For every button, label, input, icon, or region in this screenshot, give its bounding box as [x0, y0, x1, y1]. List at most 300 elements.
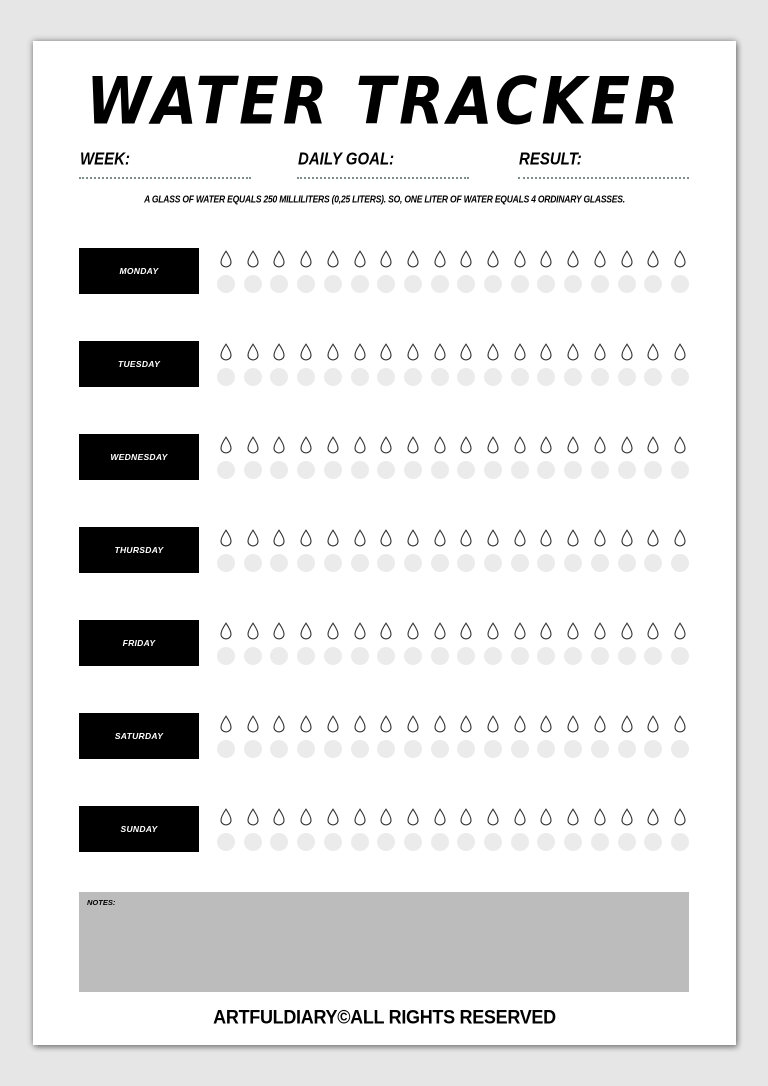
- glass-checkbox-circle[interactable]: [217, 833, 235, 851]
- glass-checkbox-circle[interactable]: [270, 554, 288, 572]
- glass-cell[interactable]: [403, 341, 423, 388]
- glass-checkbox-circle[interactable]: [457, 740, 475, 758]
- glass-checkbox-circle[interactable]: [618, 833, 636, 851]
- glass-cell[interactable]: [269, 620, 289, 667]
- glass-checkbox-circle[interactable]: [484, 833, 502, 851]
- glass-cell[interactable]: [590, 248, 610, 295]
- glass-cell[interactable]: [456, 341, 476, 388]
- glass-cell[interactable]: [590, 713, 610, 760]
- glass-cell[interactable]: [617, 248, 637, 295]
- glass-checkbox-circle[interactable]: [671, 833, 689, 851]
- glass-checkbox-circle[interactable]: [457, 368, 475, 386]
- glass-cell[interactable]: [670, 341, 690, 388]
- glass-cell[interactable]: [456, 434, 476, 481]
- glass-cell[interactable]: [670, 713, 690, 760]
- glass-cell[interactable]: [403, 713, 423, 760]
- glass-checkbox-circle[interactable]: [457, 461, 475, 479]
- glass-checkbox-circle[interactable]: [324, 647, 342, 665]
- water-drop-icon: [593, 808, 607, 826]
- glass-checkbox-circle[interactable]: [431, 461, 449, 479]
- glass-checkbox-circle[interactable]: [377, 461, 395, 479]
- glass-checkbox-circle[interactable]: [270, 368, 288, 386]
- glass-checkbox-circle[interactable]: [404, 461, 422, 479]
- water-drop-icon: [593, 436, 607, 454]
- glass-cell[interactable]: [617, 434, 637, 481]
- glass-checkbox-circle[interactable]: [431, 833, 449, 851]
- result-field[interactable]: [518, 151, 689, 179]
- glass-cell[interactable]: [216, 434, 236, 481]
- glass-checkbox-circle[interactable]: [591, 368, 609, 386]
- glass-checkbox-circle[interactable]: [511, 368, 529, 386]
- glass-cell[interactable]: [670, 434, 690, 481]
- glass-cell[interactable]: [617, 806, 637, 853]
- glass-cell[interactable]: [216, 527, 236, 574]
- glass-cell[interactable]: [430, 620, 450, 667]
- glass-checkbox-circle[interactable]: [591, 647, 609, 665]
- water-drop-icon: [646, 250, 660, 268]
- water-drop-icon: [646, 808, 660, 826]
- glass-cell[interactable]: [296, 248, 316, 295]
- glass-checkbox-circle[interactable]: [484, 740, 502, 758]
- glass-cell[interactable]: [643, 713, 663, 760]
- glass-cell[interactable]: [510, 806, 530, 853]
- glass-checkbox-circle[interactable]: [270, 740, 288, 758]
- glass-checkbox-circle[interactable]: [671, 461, 689, 479]
- glass-checkbox-circle[interactable]: [484, 461, 502, 479]
- glass-cell[interactable]: [643, 341, 663, 388]
- glass-checkbox-circle[interactable]: [217, 275, 235, 293]
- glass-checkbox-circle[interactable]: [404, 275, 422, 293]
- glass-cell[interactable]: [350, 248, 370, 295]
- glass-cell[interactable]: [376, 248, 396, 295]
- glass-checkbox-circle[interactable]: [217, 740, 235, 758]
- glass-checkbox-circle[interactable]: [404, 647, 422, 665]
- glass-cell[interactable]: [430, 713, 450, 760]
- glass-cell[interactable]: [563, 341, 583, 388]
- water-drop-icon: [353, 529, 367, 547]
- glass-cell[interactable]: [243, 713, 263, 760]
- glass-checkbox-circle[interactable]: [297, 740, 315, 758]
- glass-cell[interactable]: [243, 806, 263, 853]
- glass-cell[interactable]: [243, 527, 263, 574]
- glass-cell[interactable]: [510, 434, 530, 481]
- glass-cell[interactable]: [510, 248, 530, 295]
- glass-checkbox-circle[interactable]: [671, 647, 689, 665]
- glass-checkbox-circle[interactable]: [511, 461, 529, 479]
- glass-cell[interactable]: [590, 527, 610, 574]
- glass-checkbox-circle[interactable]: [618, 461, 636, 479]
- glass-cell[interactable]: [536, 527, 556, 574]
- glass-checkbox-circle[interactable]: [377, 275, 395, 293]
- glass-checkbox-circle[interactable]: [324, 461, 342, 479]
- glass-cell[interactable]: [296, 434, 316, 481]
- water-drop-icon: [459, 622, 473, 640]
- glass-checkbox-circle[interactable]: [217, 647, 235, 665]
- glass-cell[interactable]: [216, 806, 236, 853]
- glass-checkbox-circle[interactable]: [644, 647, 662, 665]
- glass-checkbox-circle[interactable]: [297, 368, 315, 386]
- glass-cell[interactable]: [376, 434, 396, 481]
- glass-checkbox-circle[interactable]: [244, 833, 262, 851]
- glass-cell[interactable]: [216, 713, 236, 760]
- glass-checkbox-circle[interactable]: [484, 554, 502, 572]
- glass-cell[interactable]: [376, 527, 396, 574]
- water-drop-icon: [272, 529, 286, 547]
- glass-cell[interactable]: [563, 434, 583, 481]
- glass-cell[interactable]: [296, 620, 316, 667]
- glass-checkbox-circle[interactable]: [537, 554, 555, 572]
- glass-checkbox-circle[interactable]: [324, 275, 342, 293]
- water-drop-icon: [272, 622, 286, 640]
- glass-checkbox-circle[interactable]: [270, 275, 288, 293]
- glass-checkbox-circle[interactable]: [537, 740, 555, 758]
- week-field[interactable]: [79, 151, 251, 179]
- glass-cell[interactable]: [483, 527, 503, 574]
- glass-cell[interactable]: [243, 434, 263, 481]
- glass-cell[interactable]: [536, 713, 556, 760]
- glass-checkbox-circle[interactable]: [377, 740, 395, 758]
- glass-checkbox-circle[interactable]: [457, 833, 475, 851]
- glass-checkbox-circle[interactable]: [270, 833, 288, 851]
- glass-cell[interactable]: [403, 806, 423, 853]
- glass-checkbox-circle[interactable]: [244, 647, 262, 665]
- glass-checkbox-circle[interactable]: [564, 833, 582, 851]
- glass-cell[interactable]: [643, 434, 663, 481]
- notes-area[interactable]: [79, 892, 689, 992]
- glass-cell[interactable]: [483, 341, 503, 388]
- glass-cell[interactable]: [269, 434, 289, 481]
- glass-cell[interactable]: [296, 713, 316, 760]
- glass-checkbox-circle[interactable]: [404, 740, 422, 758]
- glass-checkbox-circle[interactable]: [324, 554, 342, 572]
- glass-cell[interactable]: [617, 713, 637, 760]
- glass-checkbox-circle[interactable]: [537, 833, 555, 851]
- glass-checkbox-circle[interactable]: [431, 647, 449, 665]
- glass-cell[interactable]: [216, 620, 236, 667]
- glass-checkbox-circle[interactable]: [270, 461, 288, 479]
- glass-checkbox-circle[interactable]: [217, 554, 235, 572]
- glass-cell[interactable]: [670, 620, 690, 667]
- glass-checkbox-circle[interactable]: [644, 275, 662, 293]
- glass-cell[interactable]: [643, 527, 663, 574]
- glass-cell[interactable]: [536, 434, 556, 481]
- glass-cell[interactable]: [323, 620, 343, 667]
- glass-checkbox-circle[interactable]: [591, 554, 609, 572]
- glass-checkbox-circle[interactable]: [244, 368, 262, 386]
- glass-cell[interactable]: [403, 620, 423, 667]
- glass-cell[interactable]: [590, 434, 610, 481]
- glass-checkbox-circle[interactable]: [484, 647, 502, 665]
- glass-cell[interactable]: [216, 248, 236, 295]
- glass-cell[interactable]: [350, 527, 370, 574]
- glass-checkbox-circle[interactable]: [431, 740, 449, 758]
- glass-cell[interactable]: [243, 341, 263, 388]
- glass-cell[interactable]: [269, 806, 289, 853]
- glass-checkbox-circle[interactable]: [644, 740, 662, 758]
- glass-cell[interactable]: [296, 527, 316, 574]
- glass-cell[interactable]: [403, 248, 423, 295]
- glass-cell[interactable]: [483, 248, 503, 295]
- glass-checkbox-circle[interactable]: [671, 554, 689, 572]
- glass-cell[interactable]: [456, 806, 476, 853]
- water-drop-icon: [513, 715, 527, 733]
- glass-cell[interactable]: [510, 527, 530, 574]
- water-drop-icon: [539, 250, 553, 268]
- glass-cell[interactable]: [536, 806, 556, 853]
- water-drop-icon: [433, 715, 447, 733]
- water-drop-icon: [486, 436, 500, 454]
- glass-cell[interactable]: [323, 434, 343, 481]
- glass-checkbox-circle[interactable]: [618, 647, 636, 665]
- glass-cell[interactable]: [617, 341, 637, 388]
- glass-checkbox-circle[interactable]: [671, 740, 689, 758]
- glass-checkbox-circle[interactable]: [644, 833, 662, 851]
- glass-cell[interactable]: [269, 527, 289, 574]
- glass-checkbox-circle[interactable]: [618, 368, 636, 386]
- glass-cell[interactable]: [323, 341, 343, 388]
- glass-cell[interactable]: [456, 527, 476, 574]
- glass-cell[interactable]: [563, 527, 583, 574]
- water-drop-icon: [272, 436, 286, 454]
- glass-cell[interactable]: [483, 620, 503, 667]
- glass-cell[interactable]: [323, 527, 343, 574]
- water-drop-icon: [219, 250, 233, 268]
- glass-checkbox-circle[interactable]: [297, 833, 315, 851]
- glass-cell[interactable]: [643, 620, 663, 667]
- glass-cell[interactable]: [670, 527, 690, 574]
- water-drop-icon: [459, 343, 473, 361]
- water-drop-icon: [299, 436, 313, 454]
- glass-cell[interactable]: [643, 806, 663, 853]
- water-drop-icon: [459, 808, 473, 826]
- glass-cell[interactable]: [510, 341, 530, 388]
- glass-cell[interactable]: [563, 713, 583, 760]
- glass-checkbox-circle[interactable]: [351, 554, 369, 572]
- glass-cell[interactable]: [590, 341, 610, 388]
- water-drop-icon: [299, 250, 313, 268]
- glass-cell[interactable]: [350, 620, 370, 667]
- glass-checkbox-circle[interactable]: [564, 368, 582, 386]
- water-drop-icon: [353, 808, 367, 826]
- glass-cell[interactable]: [563, 248, 583, 295]
- glass-checkbox-circle[interactable]: [351, 647, 369, 665]
- glass-checkbox-circle[interactable]: [564, 647, 582, 665]
- glass-checkbox-circle[interactable]: [457, 275, 475, 293]
- glass-cell[interactable]: [670, 806, 690, 853]
- glass-cell[interactable]: [430, 248, 450, 295]
- glass-checkbox-circle[interactable]: [351, 275, 369, 293]
- glass-checkbox-circle[interactable]: [297, 275, 315, 293]
- water-drop-icon: [246, 436, 260, 454]
- glass-checkbox-circle[interactable]: [351, 833, 369, 851]
- glass-checkbox-circle[interactable]: [351, 461, 369, 479]
- glass-checkbox-circle[interactable]: [511, 275, 529, 293]
- glass-cell[interactable]: [563, 806, 583, 853]
- water-drop-icon: [513, 622, 527, 640]
- glass-cell[interactable]: [350, 806, 370, 853]
- glass-cell[interactable]: [483, 713, 503, 760]
- glass-checkbox-circle[interactable]: [591, 740, 609, 758]
- glass-cell[interactable]: [269, 248, 289, 295]
- glass-cell[interactable]: [510, 620, 530, 667]
- water-drop-icon: [326, 436, 340, 454]
- day-row-wednesday: [79, 434, 691, 481]
- glass-checkbox-circle[interactable]: [244, 554, 262, 572]
- glass-cell[interactable]: [617, 527, 637, 574]
- water-drop-icon: [566, 343, 580, 361]
- glass-cell[interactable]: [243, 620, 263, 667]
- water-drop-icon: [620, 436, 634, 454]
- water-drop-icon: [433, 436, 447, 454]
- glass-checkbox-circle[interactable]: [644, 461, 662, 479]
- glass-checkbox-circle[interactable]: [484, 368, 502, 386]
- glass-cell[interactable]: [483, 434, 503, 481]
- tracker-sheet: [33, 41, 736, 1045]
- glass-checkbox-circle[interactable]: [404, 833, 422, 851]
- daily-goal-field[interactable]: [297, 151, 469, 179]
- glass-checkbox-circle[interactable]: [244, 740, 262, 758]
- water-drop-icon: [539, 622, 553, 640]
- glass-cell[interactable]: [643, 248, 663, 295]
- glass-cell[interactable]: [403, 527, 423, 574]
- glass-cell[interactable]: [376, 341, 396, 388]
- glass-cell[interactable]: [430, 527, 450, 574]
- glass-cell[interactable]: [350, 341, 370, 388]
- glass-checkbox-circle[interactable]: [564, 461, 582, 479]
- glass-checkbox-circle[interactable]: [537, 368, 555, 386]
- glass-checkbox-circle[interactable]: [217, 461, 235, 479]
- glass-cell[interactable]: [323, 713, 343, 760]
- glass-cell[interactable]: [617, 620, 637, 667]
- glass-cell[interactable]: [536, 620, 556, 667]
- glass-cell[interactable]: [323, 248, 343, 295]
- glass-checkbox-circle[interactable]: [297, 461, 315, 479]
- glass-cell[interactable]: [376, 713, 396, 760]
- water-drop-icon: [272, 250, 286, 268]
- glass-cell[interactable]: [296, 341, 316, 388]
- glass-checkbox-circle[interactable]: [511, 833, 529, 851]
- water-drop-icon: [646, 529, 660, 547]
- glass-cell[interactable]: [403, 434, 423, 481]
- water-drop-icon: [406, 808, 420, 826]
- water-drop-icon: [299, 622, 313, 640]
- glass-checkbox-circle[interactable]: [564, 740, 582, 758]
- glass-cell[interactable]: [216, 341, 236, 388]
- glass-checkbox-circle[interactable]: [564, 554, 582, 572]
- glass-checkbox-circle[interactable]: [671, 368, 689, 386]
- glass-cell[interactable]: [430, 806, 450, 853]
- glass-cell[interactable]: [243, 248, 263, 295]
- glass-checkbox-circle[interactable]: [591, 275, 609, 293]
- glass-checkbox-circle[interactable]: [377, 647, 395, 665]
- glass-checkbox-circle[interactable]: [537, 647, 555, 665]
- glass-cell[interactable]: [456, 620, 476, 667]
- glass-checkbox-circle[interactable]: [591, 833, 609, 851]
- glass-checkbox-circle[interactable]: [618, 740, 636, 758]
- glass-checkbox-circle[interactable]: [351, 368, 369, 386]
- glass-checkbox-circle[interactable]: [618, 554, 636, 572]
- water-drop-icon: [246, 715, 260, 733]
- glass-cell[interactable]: [483, 806, 503, 853]
- glass-cell[interactable]: [536, 341, 556, 388]
- glass-cell[interactable]: [563, 620, 583, 667]
- glass-checkbox-circle[interactable]: [324, 368, 342, 386]
- water-drop-icon: [566, 622, 580, 640]
- glass-checkbox-circle[interactable]: [431, 554, 449, 572]
- glass-cell[interactable]: [350, 434, 370, 481]
- glass-checkbox-circle[interactable]: [431, 368, 449, 386]
- glass-cell[interactable]: [430, 434, 450, 481]
- glass-checkbox-circle[interactable]: [618, 275, 636, 293]
- glass-checkbox-circle[interactable]: [244, 275, 262, 293]
- glass-checkbox-circle[interactable]: [270, 647, 288, 665]
- water-drop-icon: [433, 343, 447, 361]
- glass-checkbox-circle[interactable]: [324, 740, 342, 758]
- glass-checkbox-circle[interactable]: [591, 461, 609, 479]
- glass-cell[interactable]: [510, 713, 530, 760]
- glass-checkbox-circle[interactable]: [431, 275, 449, 293]
- glass-cell[interactable]: [590, 806, 610, 853]
- glass-checkbox-circle[interactable]: [404, 368, 422, 386]
- glass-checkbox-circle[interactable]: [511, 740, 529, 758]
- glass-cell[interactable]: [323, 806, 343, 853]
- glass-cell[interactable]: [430, 341, 450, 388]
- glass-cell[interactable]: [269, 341, 289, 388]
- water-drop-icon: [513, 343, 527, 361]
- glass-checkbox-circle[interactable]: [404, 554, 422, 572]
- glass-checkbox-circle[interactable]: [644, 554, 662, 572]
- glass-cell[interactable]: [296, 806, 316, 853]
- glass-checkbox-circle[interactable]: [244, 461, 262, 479]
- glass-checkbox-circle[interactable]: [644, 368, 662, 386]
- glass-cell[interactable]: [376, 620, 396, 667]
- glass-cell[interactable]: [456, 713, 476, 760]
- glass-checkbox-circle[interactable]: [671, 275, 689, 293]
- glass-cell[interactable]: [350, 713, 370, 760]
- glass-checkbox-circle[interactable]: [377, 368, 395, 386]
- glass-cell[interactable]: [376, 806, 396, 853]
- water-drop-icon: [513, 529, 527, 547]
- glass-cell[interactable]: [536, 248, 556, 295]
- glass-checkbox-circle[interactable]: [217, 368, 235, 386]
- glass-checkbox-circle[interactable]: [351, 740, 369, 758]
- glass-checkbox-circle[interactable]: [511, 647, 529, 665]
- glass-checkbox-circle[interactable]: [564, 275, 582, 293]
- glass-cell[interactable]: [590, 620, 610, 667]
- water-drop-icon: [566, 529, 580, 547]
- water-drop-icon: [299, 808, 313, 826]
- glass-checkbox-circle[interactable]: [297, 647, 315, 665]
- glass-cell[interactable]: [456, 248, 476, 295]
- glass-checkbox-circle[interactable]: [457, 554, 475, 572]
- glass-checkbox-circle[interactable]: [537, 461, 555, 479]
- glass-checkbox-circle[interactable]: [511, 554, 529, 572]
- glass-cell[interactable]: [269, 713, 289, 760]
- glass-cell[interactable]: [670, 248, 690, 295]
- glass-checkbox-circle[interactable]: [297, 554, 315, 572]
- glass-checkbox-circle[interactable]: [377, 833, 395, 851]
- water-drop-icon: [272, 343, 286, 361]
- water-drop-icon: [593, 715, 607, 733]
- glass-checkbox-circle[interactable]: [457, 647, 475, 665]
- water-drop-icon: [326, 622, 340, 640]
- glass-checkbox-circle[interactable]: [537, 275, 555, 293]
- glass-checkbox-circle[interactable]: [324, 833, 342, 851]
- glass-checkbox-circle[interactable]: [377, 554, 395, 572]
- glass-checkbox-circle[interactable]: [484, 275, 502, 293]
- water-drop-icon: [353, 343, 367, 361]
- water-drop-icon: [406, 436, 420, 454]
